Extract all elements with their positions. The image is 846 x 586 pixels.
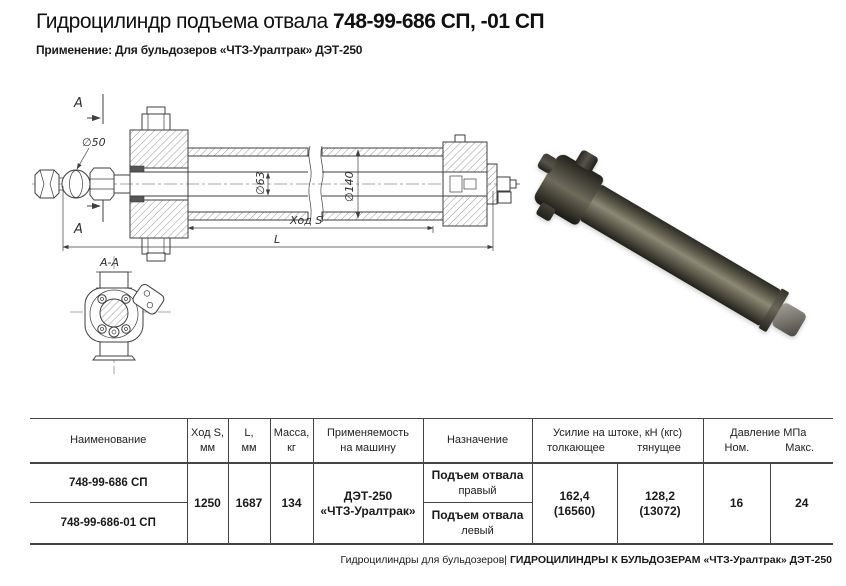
header-mass-l2: кг	[287, 441, 296, 454]
cell-mass-value: 134	[270, 463, 313, 544]
col-header-pressure-group	[703, 419, 833, 464]
cell-stroke-value: 1250	[187, 463, 228, 544]
dim-label-length: L	[274, 233, 281, 246]
port-boss-top	[575, 149, 599, 172]
dim-rod-63	[254, 171, 268, 195]
spec-table	[30, 418, 833, 545]
col-header-mass	[270, 419, 313, 464]
cell-force-push	[532, 463, 617, 544]
machine-l2: «ЧТЗ-Уралтрак»	[320, 503, 416, 518]
cylinder-barrel	[580, 184, 781, 326]
section-view-aa	[70, 256, 174, 374]
header-name-label: Наименование	[70, 434, 147, 447]
purpose-1-l2: правый	[458, 484, 497, 497]
force-push-l2: (16560)	[553, 503, 596, 518]
cylinder-3d	[532, 152, 815, 350]
cell-force-pull	[617, 463, 703, 544]
footer-regular: Гидроцилиндры для бульдозеров|	[340, 554, 510, 566]
page-title	[36, 10, 544, 34]
port-boss-rear	[536, 152, 558, 174]
section-view-label: А-А	[100, 256, 120, 269]
purpose-2-l1: Подъем отвала	[431, 507, 524, 522]
header-force-pull: тянущее	[637, 441, 681, 454]
header-force-group-label: Усилие на штоке, кН (кгс)	[552, 427, 683, 440]
header-stroke-l1: Ход S,	[191, 427, 224, 440]
cell-name-686-01: 748-99-686-01 СП	[60, 516, 156, 529]
page-title-model: 748-99-686 СП, -01 СП	[332, 10, 545, 33]
header-mass-l1: Масса,	[273, 427, 310, 440]
cell-pressure-nom: 16	[703, 463, 770, 544]
footer-caption	[341, 554, 832, 566]
dim-rod-end-50	[77, 136, 106, 169]
header-force-push: толкающее	[547, 441, 605, 454]
col-header-name	[30, 419, 187, 464]
col-header-stroke	[187, 419, 228, 464]
dim-label-63: ∅63	[254, 171, 267, 195]
header-applicability-l2: на машину	[340, 441, 396, 454]
rear-head	[443, 135, 520, 226]
dim-label-140: ∅140	[343, 171, 356, 202]
machine-l1: ДЭТ-250	[343, 488, 393, 503]
header-stroke-l2: мм	[199, 441, 216, 454]
header-length-l2: мм	[241, 441, 257, 454]
page-title-regular: Гидроцилиндр подъема отвала	[36, 10, 333, 33]
col-header-length	[228, 419, 270, 464]
purpose-1-l1: Подъем отвала	[431, 467, 524, 482]
header-length-l1: L,	[244, 427, 254, 440]
header-applicability-l1: Применяемость	[327, 427, 409, 440]
table-row-1	[30, 463, 833, 503]
header-force-sublabels	[535, 441, 701, 455]
port-boss-bottom	[535, 202, 556, 222]
cell-name-686: 748-99-686 СП	[30, 463, 187, 503]
section-cut-marker-top	[73, 94, 103, 124]
col-header-force-group	[532, 419, 703, 464]
technical-drawing	[30, 78, 525, 383]
header-pressure-nom: Ном.	[724, 441, 750, 454]
purpose-2-l2: левый	[461, 524, 494, 537]
force-pull-l2: (13072)	[639, 503, 681, 518]
footer-bold: ГИДРОЦИЛИНДРЫ К БУЛЬДОЗЕРАМ «ЧТЗ-Уралтрак» ДЭТ-250	[509, 554, 832, 566]
col-header-purpose	[423, 419, 532, 464]
header-pressure-max: Макс.	[785, 441, 815, 454]
header-purpose-label: Назначение	[446, 434, 509, 447]
dim-label-stroke: Ход S	[290, 214, 323, 227]
header-row	[30, 419, 833, 464]
product-photo	[520, 118, 846, 358]
cell-machine-value	[313, 463, 423, 544]
section-label-a-top: А	[74, 96, 83, 111]
application-subtitle: Применение: Для бульдозеров «ЧТЗ-Уралтрак» ДЭТ-250	[36, 43, 363, 57]
header-pressure-sublabels	[706, 441, 832, 455]
cell-purpose-left	[423, 503, 532, 545]
header-pressure-group-label: Давление МПа	[730, 427, 807, 440]
cell-purpose-right	[423, 463, 532, 503]
cell-length-value: 1687	[228, 463, 270, 544]
section-label-a-bottom: А	[74, 222, 83, 237]
cell-pressure-max: 24	[770, 463, 833, 544]
force-push-l1: 162,4	[559, 488, 590, 503]
col-header-applicability	[313, 419, 423, 464]
dim-bore-140	[343, 150, 358, 218]
dim-label-50: ∅50	[82, 136, 106, 149]
force-pull-l1: 128,2	[644, 488, 676, 503]
